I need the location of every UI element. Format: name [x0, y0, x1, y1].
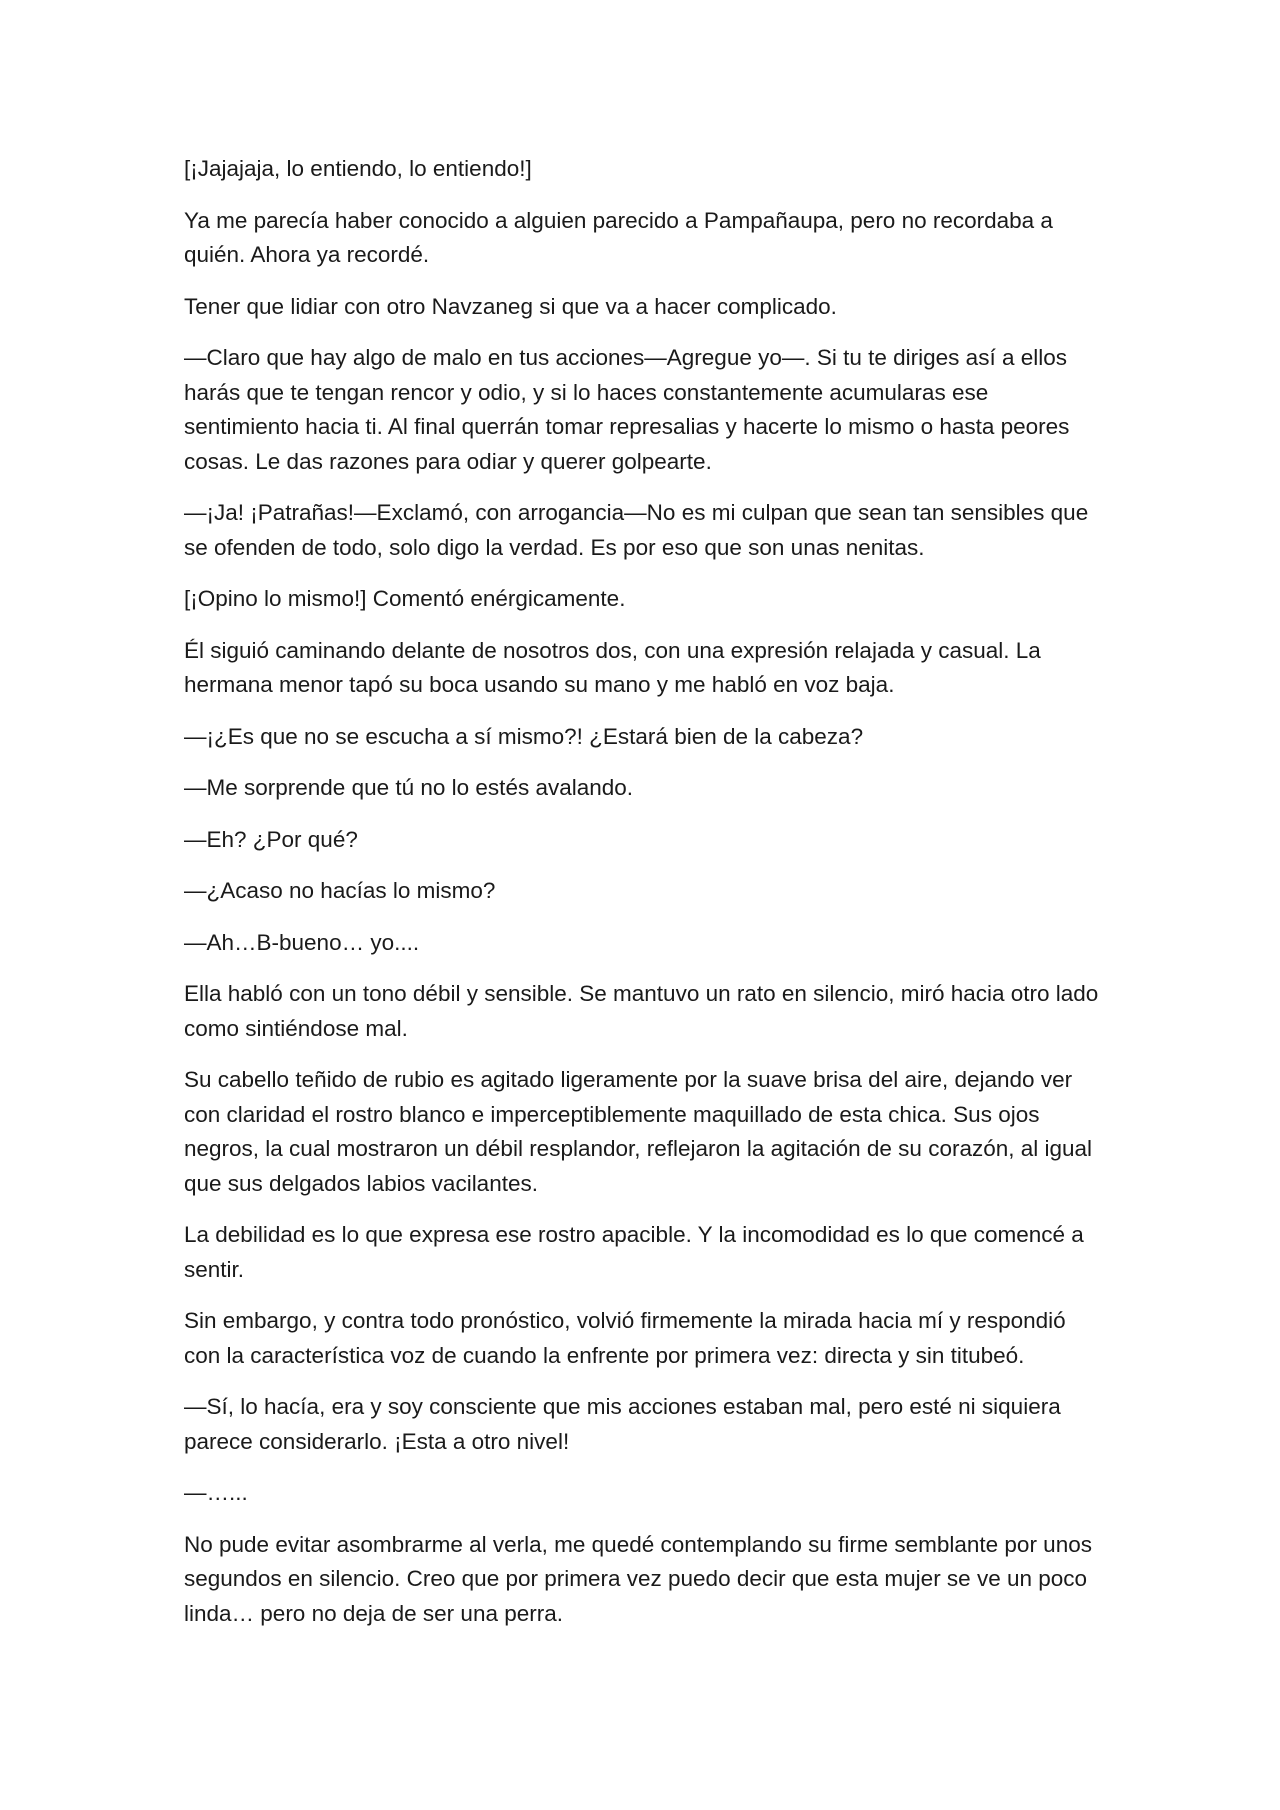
paragraph: —Claro que hay algo de malo en tus acciones—Agregue yo—. Si tu te diriges así a ellos harás que te tengan rencor y odio, y si lo haces constantemente acumularas ese sentimiento hacia ti. Al final querrán tomar represalias y hacerte lo mismo o hasta peores cosas. Le das razones para odiar y querer golpearte.	[184, 345, 1070, 474]
document-body	[184, 152, 1108, 1648]
paragraph: —…...	[184, 1480, 248, 1505]
paragraph: Su cabello teñido de rubio es agitado ligeramente por la suave brisa del aire, dejando ver con claridad el rostro blanco e imperceptiblemente maquillado de esta chica. Sus ojos negros, la cual mostraron un débil resplandor, reflejaron la agitación de su corazón, al igual que sus delgados labios vacilantes.	[184, 1067, 1093, 1196]
paragraph: —Sí, lo hacía, era y soy consciente que mis acciones estaban mal, pero esté ni siquiera parece considerarlo. ¡Esta a otro nivel!	[184, 1394, 1061, 1454]
paragraph: Él siguió caminando delante de nosotros dos, con una expresión relajada y casual. La hermana menor tapó su boca usando su mano y me habló en voz baja.	[184, 637, 1041, 697]
paragraph: —Eh? ¿Por qué?	[184, 826, 358, 852]
paragraph: —¿Acaso no hacías lo mismo?	[184, 878, 496, 903]
paragraph: [¡Jajajaja, lo entiendo, lo entiendo!]	[184, 156, 532, 181]
paragraph: La debilidad es lo que expresa ese rostro apacible. Y la incomodidad es lo que comencé a sentir.	[184, 1222, 1084, 1282]
paragraph: [¡Opino lo mismo!] Comentó enérgicamente.	[184, 586, 626, 611]
paragraph: Ella habló con un tono débil y sensible. Se mantuvo un rato en silencio, miró hacia otro lado como sintiéndose mal.	[184, 981, 1099, 1041]
paragraph: —¡Ja! ¡Patrañas!—Exclamó, con arrogancia—No es mi culpan que sean tan sensibles que se ofenden de todo, solo digo la verdad. Es por eso que son unas nenitas.	[184, 500, 1089, 560]
paragraph: Ya me parecía haber conocido a alguien parecido a Pampañaupa, pero no recordaba a quién. Ahora ya recordé.	[184, 207, 1053, 267]
paragraph: Tener que lidiar con otro Navzaneg si que va a hacer complicado.	[184, 293, 837, 319]
paragraph: Sin embargo, y contra todo pronóstico, volvió firmemente la mirada hacia mí y respondió con la característica voz de cuando la enfrente por primera vez: directa y sin titubeó.	[184, 1308, 1066, 1368]
paragraph: No pude evitar asombrarme al verla, me quedé contemplando su firme semblante por unos segundos en silencio. Creo que por primera vez puedo decir que esta mujer se ve un poco linda… pero no deja de ser una perra.	[184, 1531, 1092, 1626]
paragraph: —¡¿Es que no se escucha a sí mismo?! ¿Estará bien de la cabeza?	[184, 723, 864, 749]
paragraph: —Me sorprende que tú no lo estés avalando.	[184, 775, 634, 800]
paragraph: —Ah…B-bueno… yo....	[184, 929, 420, 955]
